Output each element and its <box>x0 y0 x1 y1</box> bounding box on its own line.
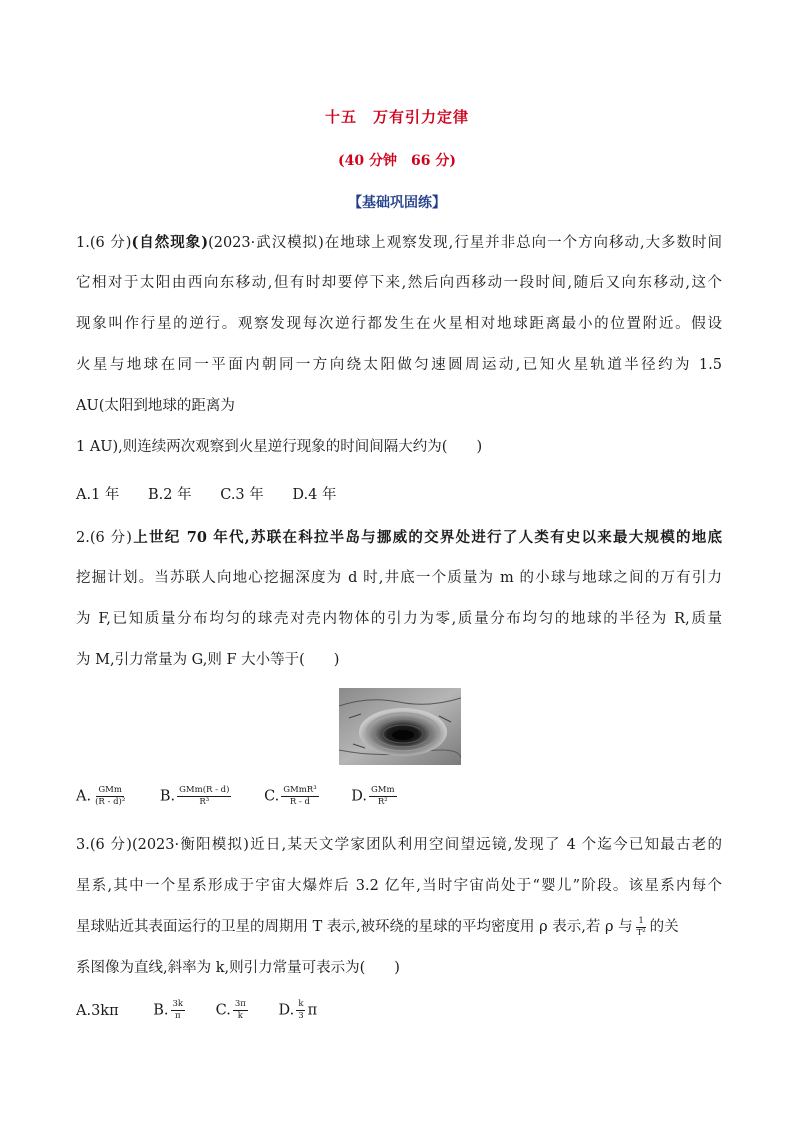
fraction-denominator: T² <box>636 927 646 938</box>
fraction-numerator: 1 <box>638 915 644 926</box>
q1-line-2: 它相对于太阳由西向东移动,但有时却要停下来,然后向西移动一段时间,随后又向东移动,这个 <box>76 275 722 291</box>
q2-line-2: 挖掘计划。当苏联人向地心挖掘深度为 d 时,井底一个质量为 m 的小球与地球之间的万有引力 <box>76 570 722 586</box>
fraction-numerator: k <box>298 999 304 1009</box>
page-subtitle: (40 分钟 66 分) <box>338 153 456 169</box>
q1-line-3: 现象叫作行星的逆行。观察发现每次逆行都发生在火星相对地球距离最小的位置附近。假设 <box>76 316 722 332</box>
q1-line-6: 1 AU),则连续两次观察到火星逆行现象的时间间隔大约为( ) <box>76 439 483 455</box>
q2-option-a-fraction <box>93 785 127 808</box>
q1-text: 在地球上观察发现,行星并非总向一个方向移动,大多数时间 <box>323 235 722 251</box>
q1-tag: (自然现象) <box>131 234 209 251</box>
q3-line-3-text: 星球贴近其表面运行的卫星的周期用 T 表示,被环绕的星球的平均密度用 ρ 表示,若 ρ 与 <box>76 919 633 935</box>
q3-option-b-letter: B. <box>153 1002 169 1019</box>
page-title: 十五 万有引力定律 <box>324 108 469 126</box>
q2-line-1 <box>76 517 722 558</box>
q2-line-4: 为 M,引力常量为 G,则 F 大小等于( ) <box>76 652 340 668</box>
q3-option-c <box>216 999 250 1022</box>
q1-line-1 <box>76 222 722 263</box>
q3-option-a: A.3kπ <box>76 1002 119 1019</box>
fraction-numerator: GMm <box>98 785 122 795</box>
q2-option-c-letter: C. <box>264 788 280 805</box>
q3-option-b <box>153 999 187 1022</box>
q1-options <box>76 483 360 504</box>
q2-option-b-letter: B. <box>159 788 176 805</box>
q2-option-a <box>76 785 129 808</box>
q3-options <box>76 999 341 1022</box>
q3-option-d-tail: π <box>307 1002 318 1019</box>
q3-option-c-letter: C. <box>215 1002 231 1019</box>
fraction-numerator: 3π <box>234 999 246 1009</box>
fraction-denominator: 3 <box>298 1011 304 1021</box>
q1-line-4: 火星与地球在同一平面内朝同一方向绕太阳做匀速圆周运动,已知火星轨道半径约为 1.5 <box>76 357 722 373</box>
q2-option-d <box>351 785 398 808</box>
q2-option-c-fraction <box>281 785 318 808</box>
q1-option-c: C.3 年 <box>220 487 264 503</box>
q2-option-b <box>160 785 234 808</box>
q3-option-d-fraction <box>296 999 305 1022</box>
q3-option-d <box>278 999 317 1022</box>
q3-line-4: 系图像为直线,斜率为 k,则引力常量可表示为( ) <box>76 960 400 976</box>
q1-option-a: A.1 年 <box>76 487 120 503</box>
question-1 <box>76 222 722 468</box>
q3-option-b-fraction <box>171 999 186 1022</box>
fraction-denominator: (R - d)² <box>95 797 126 807</box>
question-2 <box>76 517 722 681</box>
q2-options <box>76 785 423 808</box>
q3-line-1: 3.(6 分)(2023·衡阳模拟)近日,某天文学家团队利用空间望远镜,发现了 4 个迄今已知最古老的 <box>76 837 722 853</box>
q2-line-3: 为 F,已知质量分布均匀的球壳对壳内物体的引力为零,质量分布均匀的地球的半径为 R,质量 <box>76 611 722 627</box>
drill-hole-photo <box>339 688 461 765</box>
q1-line-5: AU(太阳到地球的距离为 <box>76 398 235 414</box>
q2-text: 上世纪 70 年代,苏联在科拉半岛与挪威的交界处进行了人类有史以来最大规模的地底 <box>131 529 722 546</box>
fraction-numerator: 3k <box>172 999 184 1009</box>
q3-option-c-fraction <box>233 999 248 1022</box>
fraction-numerator: GMmR³ <box>283 785 317 795</box>
q2-option-d-letter: D. <box>351 788 367 805</box>
q2-option-d-fraction <box>369 785 397 808</box>
q3-line-3-tail: 的关 <box>649 919 679 935</box>
q2-option-c <box>264 785 321 808</box>
q3-line-2: 星系,其中一个星系形成于宇宙大爆炸后 3.2 亿年,当时宇宙尚处于“婴儿”阶段。该星系内每个 <box>76 878 722 894</box>
q2-option-b-fraction <box>177 785 231 808</box>
fraction-denominator: R² <box>377 797 388 807</box>
fraction-numerator: GMm(R - d) <box>179 785 230 795</box>
question-3 <box>76 825 722 989</box>
fraction-denominator: R³ <box>199 797 210 807</box>
q3-inline-fraction <box>635 916 648 939</box>
q1-option-b: B.2 年 <box>148 487 192 503</box>
fraction-denominator: π <box>174 1011 181 1021</box>
q1-source: (2023·武汉模拟) <box>208 235 324 251</box>
fraction-denominator: k <box>237 1011 243 1021</box>
q3-line-3 <box>76 907 722 948</box>
q2-number: 2.(6 分) <box>76 530 132 546</box>
q2-option-a-letter: A. <box>76 788 92 805</box>
q3-option-d-letter: D. <box>278 1002 295 1019</box>
q1-option-d: D.4 年 <box>292 487 337 503</box>
section-heading: 【基础巩固练】 <box>348 195 446 211</box>
q1-number: 1.(6 分) <box>76 235 132 251</box>
fraction-numerator: GMm <box>370 785 395 795</box>
fraction-denominator: R - d <box>289 797 310 807</box>
